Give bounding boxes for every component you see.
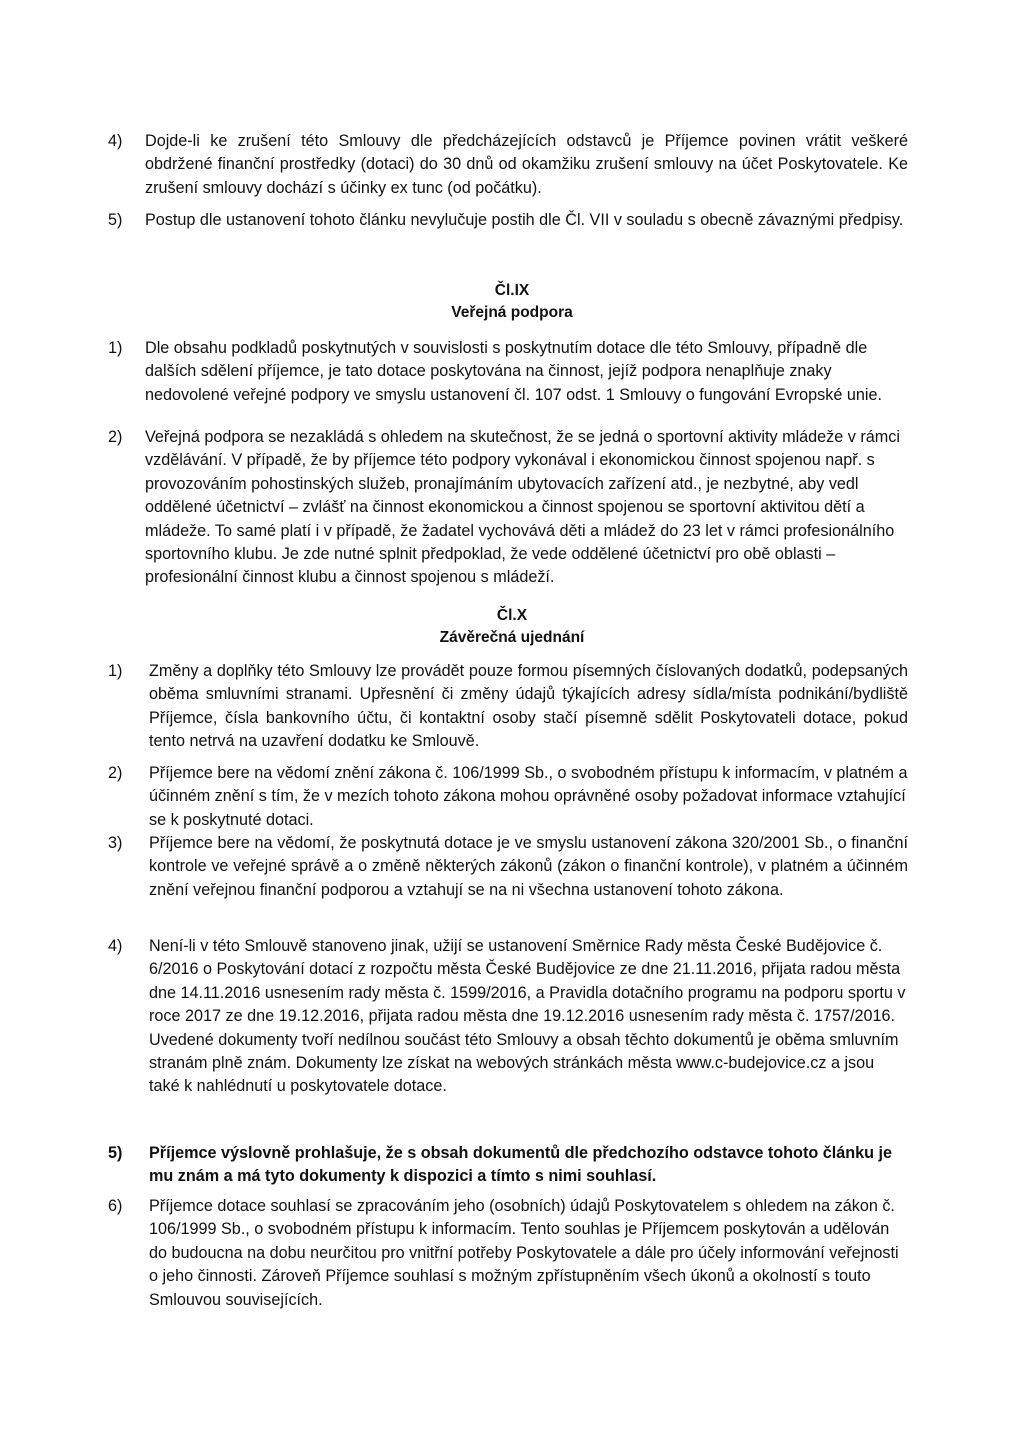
paragraph-text: Není-li v této Smlouvě stanoveno jinak, užijí se ustanovení Směrnice Rady města České Budějovice č. 6/2016 o Poskytování dotací z rozpočtu města České Budějovice ze dne 21.11.2016, přijata radou města dne 14.11.2016 usnesením rady města č. 1599/2016, a Pravidla dotačního programu na podporu sportu v roce 2017 ze dne 19.12.2016, přijata radou města dne 19.12.2016 usnesením rady města č. 1757/2016. Uvedené dokumenty tvoří nedílnou součást této Smlouvy a obsah těchto dokumentů je oběma smluvním stranám plně znám. Dokumenty lze získat na webových stránkách města www.c-budejovice.cz a jsou také k nahlédnutí u poskytovatele dotace. (149, 937, 906, 1096)
paragraph-text: Veřejná podpora se nezakládá s ohledem na skutečnost, že se jedná o sportovní aktivity mládeže v rámci vzdělávání. V případě, že by příjemce této podpory vykonával i ekonomickou činnost spojenou např. s provozováním pohostinských služeb, pronajímáním ubytovacích zařízení atd., je nezbytné, aby vedl oddělené účetnictví – zvlášť na činnost ekonomickou a činnost spojenou se sportovní aktivitou dětí a mládeže. To samé platí i v případě, že žadatel vychovává děti a mládež do 23 let v rámci profesionálního sportovního klubu. Je zde nutné splnit předpoklad, že vede oddělené účetnictví pro obě oblasti – profesionální činnost klubu a činnost spojenou s mládeží. (145, 428, 900, 587)
paragraph-number: 3) (108, 834, 123, 852)
paragraph-text: Příjemce bere na vědomí znění zákona č. 106/1999 Sb., o svobodném přístupu k informacím, v platném a účinném znění s tím, že v mezích tohoto zákona mohou oprávněné osoby požadovat informace vztahující se k poskytnuté dotaci. (149, 764, 908, 829)
section-title-x: Závěrečná ujednání (439, 629, 585, 646)
paragraph-9-2 (108, 426, 908, 590)
paragraph-10-4 (108, 935, 908, 1099)
paragraph-number: 2) (108, 428, 123, 446)
paragraph-number: 5) (108, 211, 123, 229)
paragraph-number: 4) (108, 937, 123, 955)
paragraph-text: Příjemce dotace souhlasí se zpracováním jeho (osobních) údajů Poskytovatelem s ohledem na zákon č. 106/1999 Sb., o svobodném přístupu k informacím. Tento souhlas je Příjemcem poskytován a udělován do budoucna na dobu neurčitou pro vnitřní potřeby Poskytovatele a dále pro účely informování veřejnosti o jeho činnosti. Zároveň Příjemce souhlasí s možným zpřístupněním všech úkonů a okolností s touto Smlouvou souvisejících. (149, 1197, 899, 1309)
section-label-ix: Čl.IX (494, 282, 530, 299)
paragraph-number: 2) (108, 764, 123, 782)
paragraph-number: 1) (108, 339, 123, 357)
paragraph-text: Postup dle ustanovení tohoto článku nevylučuje postih dle Čl. VII v souladu s obecně závaznými předpisy. (145, 211, 904, 229)
section-label-x: Čl.X (496, 607, 528, 624)
paragraph-number: 5) (108, 1144, 123, 1162)
paragraph-9-1 (108, 337, 908, 407)
paragraph-text: Dojde-li ke zrušení této Smlouvy dle předcházejících odstavců je Příjemce povinen vrátit veškeré obdržené finanční prostředky (dotaci) do 30 dnů od okamžiku zrušení smlouvy na účet Poskytovatele. Ke zrušení smlouvy dochází s účinky ex tunc (od počátku). (145, 132, 908, 197)
paragraph-10-5 (108, 1142, 908, 1189)
paragraph-10-1 (108, 660, 908, 754)
paragraph-10-6 (108, 1195, 908, 1312)
paragraph-8-4 (108, 130, 908, 200)
paragraph-10-3 (108, 832, 908, 902)
paragraph-number: 4) (108, 132, 123, 150)
paragraph-text: Změny a doplňky této Smlouvy lze provádět pouze formou písemných číslovaných dodatků, podepsaných oběma smluvními stranami. Upřesnění či změny údajů týkajících adresy sídla/místa podnikání/bydliště Příjemce, čísla bankovního účtu, či kontaktní osoby stačí písemně sdělit Poskytovateli dotace, pokud tento netrvá na uzavření dodatku ke Smlouvě. (149, 662, 908, 751)
paragraph-text: Příjemce bere na vědomí, že poskytnutá dotace je ve smyslu ustanovení zákona 320/2001 Sb., o finanční kontrole ve veřejné správě a o změně některých zákonů (zákon o finanční kontrole), v platném a účinném znění veřejnou finanční podporou a vztahují se na ni všechna ustanovení tohoto zákona. (149, 834, 908, 899)
section-title-ix: Veřejná podpora (451, 304, 573, 321)
paragraph-text: Příjemce výslovně prohlašuje, že s obsah dokumentů dle předchozího odstavce tohoto článku je mu znám a má tyto dokumenty k dispozici a tímto s nimi souhlasí. (149, 1144, 893, 1186)
paragraph-text: Dle obsahu podkladů poskytnutých v souvislosti s poskytnutím dotace dle této Smlouvy, případně dle dalších sdělení příjemce, je tato dotace poskytována na činnost, jejíž podpora nenaplňuje znaky nedovolené veřejné podpory ve smyslu ustanovení čl. 107 odst. 1 Smlouvy o fungování Evropské unie. (145, 339, 882, 404)
paragraph-8-5 (108, 209, 908, 232)
paragraph-10-2 (108, 762, 908, 832)
paragraph-number: 1) (108, 662, 123, 680)
paragraph-number: 6) (108, 1197, 123, 1215)
